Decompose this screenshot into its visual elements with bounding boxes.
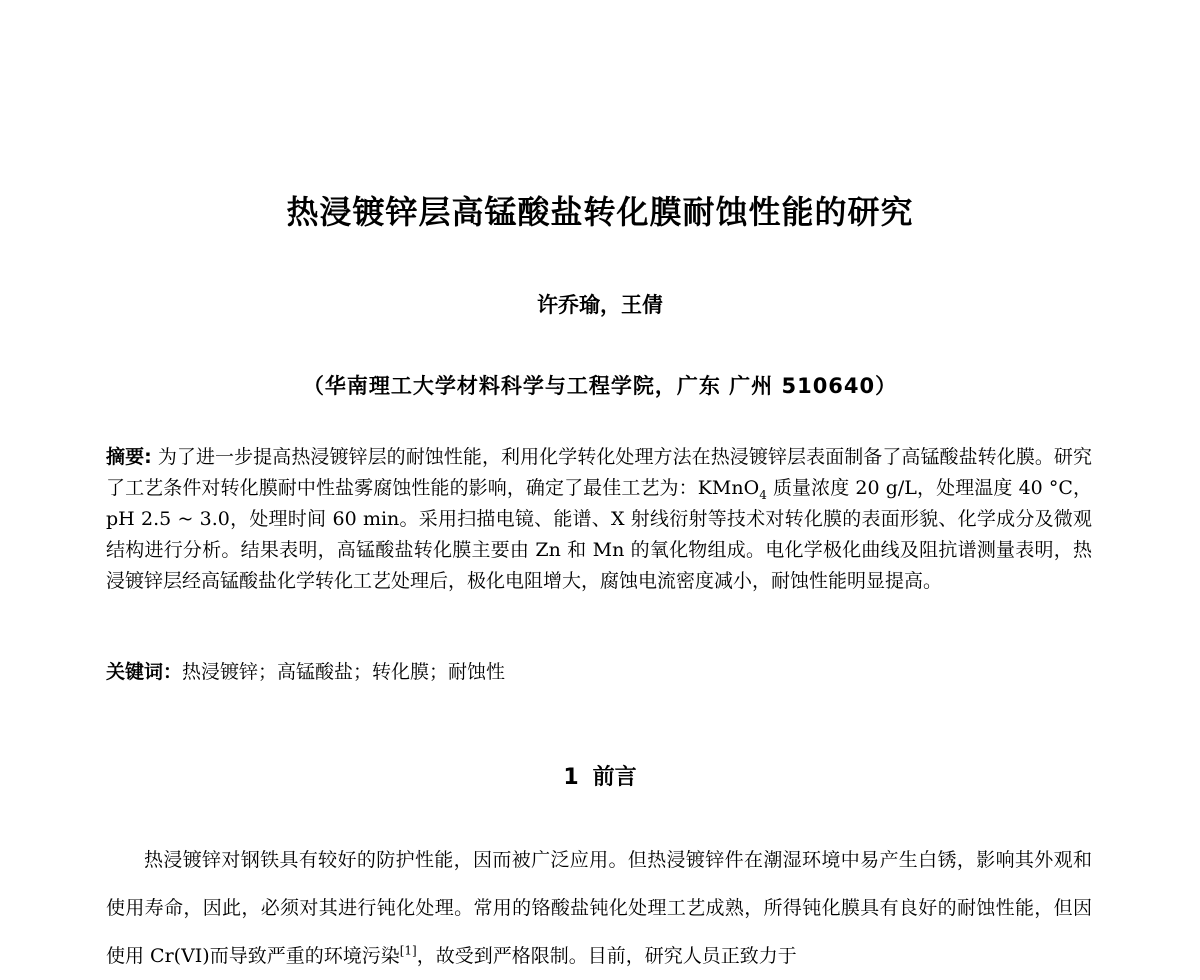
abstract-text-2: 质量浓度 20 g/L，处理温度 40 °C，pH 2.5 ~ 3.0，处理时间 60 min。采用扫描电镜、能谱、X 射线衍射等技术对转化膜的表面形貌、化学成分及微观结构进行分析。结果表明，高锰酸盐转化膜主要由 Zn 和 Mn 的氧化物组成。电化学极化曲线及阻抗谱测量表明，热浸镀锌层经高锰酸盐化学转化工艺处理后，极化电阻增大，腐蚀电流密度减小，耐蚀性能明显提高。 [106,477,1092,592]
citation: [1] [399,943,417,958]
intro-text-2: ，故受到严格限制。目前，研究人员正致力于 [416,945,797,967]
abstract [106,442,1092,597]
keywords-label-colon: ： [163,661,183,683]
paper-authors: 许乔瑜，王倩 [537,293,663,317]
abstract-label-colon: : [144,446,152,468]
section-heading [0,760,1200,791]
intro-text-1: 热浸镀锌对钢铁具有较好的防护性能，因而被广泛应用。但热浸镀锌件在潮湿环境中易产生白锈，影响其外观和使用寿命，因此，必须对其进行钝化处理。常用的铬酸盐钝化处理工艺成熟，所得钝化膜具有良好的耐蚀性能，但因使用 Cr(VI)而导致严重的环境污染 [106,849,1092,967]
abstract-text-1: 为了进一步提高热浸镀锌层的耐蚀性能，利用化学转化处理方法在热浸镀锌层表面制备了高锰酸盐转化膜。研究了工艺条件对转化膜耐中性盐雾腐蚀性能的影响，确定了最佳工艺为：KMnO [106,446,1092,499]
section-title: 前言 [592,765,637,790]
paper-title: 热浸镀锌层高锰酸盐转化膜耐蚀性能的研究 [286,193,914,231]
paper-affiliation: （华南理工大学材料科学与工程学院，广东 广州 510640） [302,374,898,398]
keywords [106,657,1092,688]
intro-paragraph [106,836,1092,980]
keywords-label: 关键词 [106,661,164,683]
section-number: 1 [563,765,579,790]
abstract-subscript: 4 [759,487,767,502]
keywords-text: 热浸镀锌；高锰酸盐；转化膜；耐蚀性 [182,661,506,683]
abstract-label: 摘要 [106,446,145,468]
